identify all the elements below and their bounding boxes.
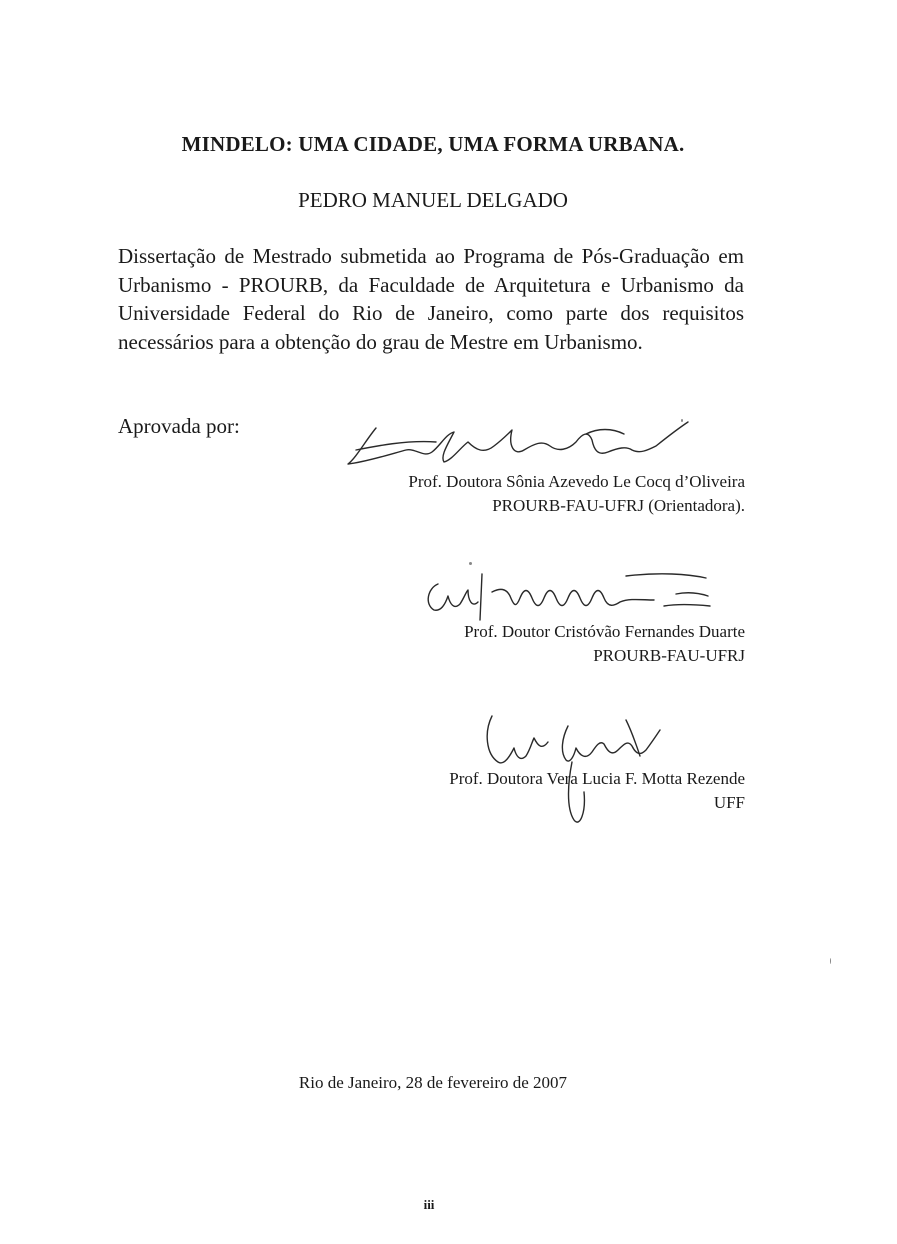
approved-by-label: Aprovada por: (118, 414, 240, 438)
scan-speck (830, 958, 831, 964)
committee-member-3-name: Prof. Doutora Vera Lucia F. Motta Rezende (449, 769, 745, 788)
scan-speck (469, 562, 472, 565)
committee-member-1-name: Prof. Doutora Sônia Azevedo Le Cocq d’Oliveira (408, 472, 745, 491)
page-number: iii (423, 1197, 435, 1212)
committee-member-3-affiliation: UFF (713, 793, 745, 812)
document-title: MINDELO: UMA CIDADE, UMA FORMA URBANA. (181, 132, 685, 156)
committee-member-2 (464, 620, 745, 668)
abstract-paragraph: Dissertação de Mestrado submetida ao Programa de Pós-Graduação em Urbanismo - PROURB, da Faculdade de Arquitetura e Urbanismo da Universidade Federal do Rio de Janeiro, como parte dos requisitos necessários para a obtenção do grau de Mestre em Urbanismo. (118, 244, 744, 354)
signature-2 (420, 566, 720, 622)
committee-member-2-affiliation: PROURB-FAU-UFRJ (593, 646, 745, 665)
committee-member-1-affiliation: PROURB-FAU-UFRJ (Orientadora). (492, 496, 745, 515)
committee-member-2-name: Prof. Doutor Cristóvão Fernandes Duarte (464, 622, 745, 641)
committee-member-3 (449, 767, 745, 815)
author-name: PEDRO MANUEL DELGADO (298, 188, 568, 212)
signing-date: Rio de Janeiro, 28 de fevereiro de 2007 (298, 1073, 568, 1092)
committee-member-1 (408, 470, 745, 518)
scan-speck (681, 419, 683, 422)
